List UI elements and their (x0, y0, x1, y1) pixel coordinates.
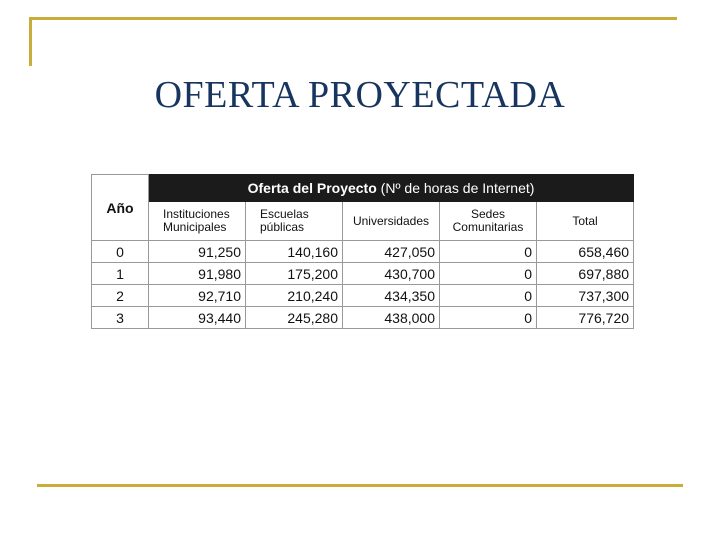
projected-offer-table (91, 174, 634, 329)
table-row (92, 241, 634, 263)
group-header-rest: (Nº de horas de Internet) (376, 180, 535, 196)
value-cell: 0 (440, 241, 537, 263)
value-cell: 658,460 (537, 241, 634, 263)
year-cell: 1 (92, 263, 149, 285)
table-row (92, 307, 634, 329)
year-cell: 2 (92, 285, 149, 307)
value-cell: 0 (440, 307, 537, 329)
value-cell: 737,300 (537, 285, 634, 307)
value-cell: 697,880 (537, 263, 634, 285)
column-header-universidades (343, 202, 440, 241)
column-header-line: Total (572, 213, 598, 228)
column-header-escuelas (246, 202, 343, 241)
value-cell: 434,350 (343, 285, 440, 307)
column-header-sedes (440, 202, 537, 241)
value-cell: 438,000 (343, 307, 440, 329)
column-header-total (537, 202, 634, 241)
column-header-line: Comunitarias (452, 220, 524, 234)
column-header-row (92, 202, 634, 241)
value-cell: 93,440 (149, 307, 246, 329)
group-header-bold: Oferta del Proyecto (247, 180, 377, 196)
frame-left-line (29, 17, 32, 66)
column-header-line: públicas (260, 220, 305, 234)
slide-title: OFERTA PROYECTADA (154, 74, 566, 116)
frame-bottom-line (37, 484, 683, 487)
value-cell: 140,160 (246, 241, 343, 263)
value-cell: 776,720 (537, 307, 634, 329)
value-cell: 92,710 (149, 285, 246, 307)
column-header-municipales (149, 202, 246, 241)
column-header-line: Municipales (163, 220, 227, 234)
table-header-row (92, 175, 634, 202)
value-cell: 210,240 (246, 285, 343, 307)
value-cell: 0 (440, 285, 537, 307)
column-header-line: Sedes (470, 207, 506, 221)
group-header (149, 175, 634, 202)
value-cell: 245,280 (246, 307, 343, 329)
table-row (92, 263, 634, 285)
year-column-header: Año (92, 175, 149, 241)
column-header-line: Escuelas (260, 207, 309, 221)
value-cell: 91,980 (149, 263, 246, 285)
column-header-line: Universidades (352, 213, 430, 228)
value-cell: 430,700 (343, 263, 440, 285)
value-cell: 175,200 (246, 263, 343, 285)
year-cell: 3 (92, 307, 149, 329)
value-cell: 91,250 (149, 241, 246, 263)
frame-top-line (30, 17, 677, 20)
column-header-line: Instituciones (163, 207, 230, 221)
table-row (92, 285, 634, 307)
value-cell: 0 (440, 263, 537, 285)
value-cell: 427,050 (343, 241, 440, 263)
year-cell: 0 (92, 241, 149, 263)
